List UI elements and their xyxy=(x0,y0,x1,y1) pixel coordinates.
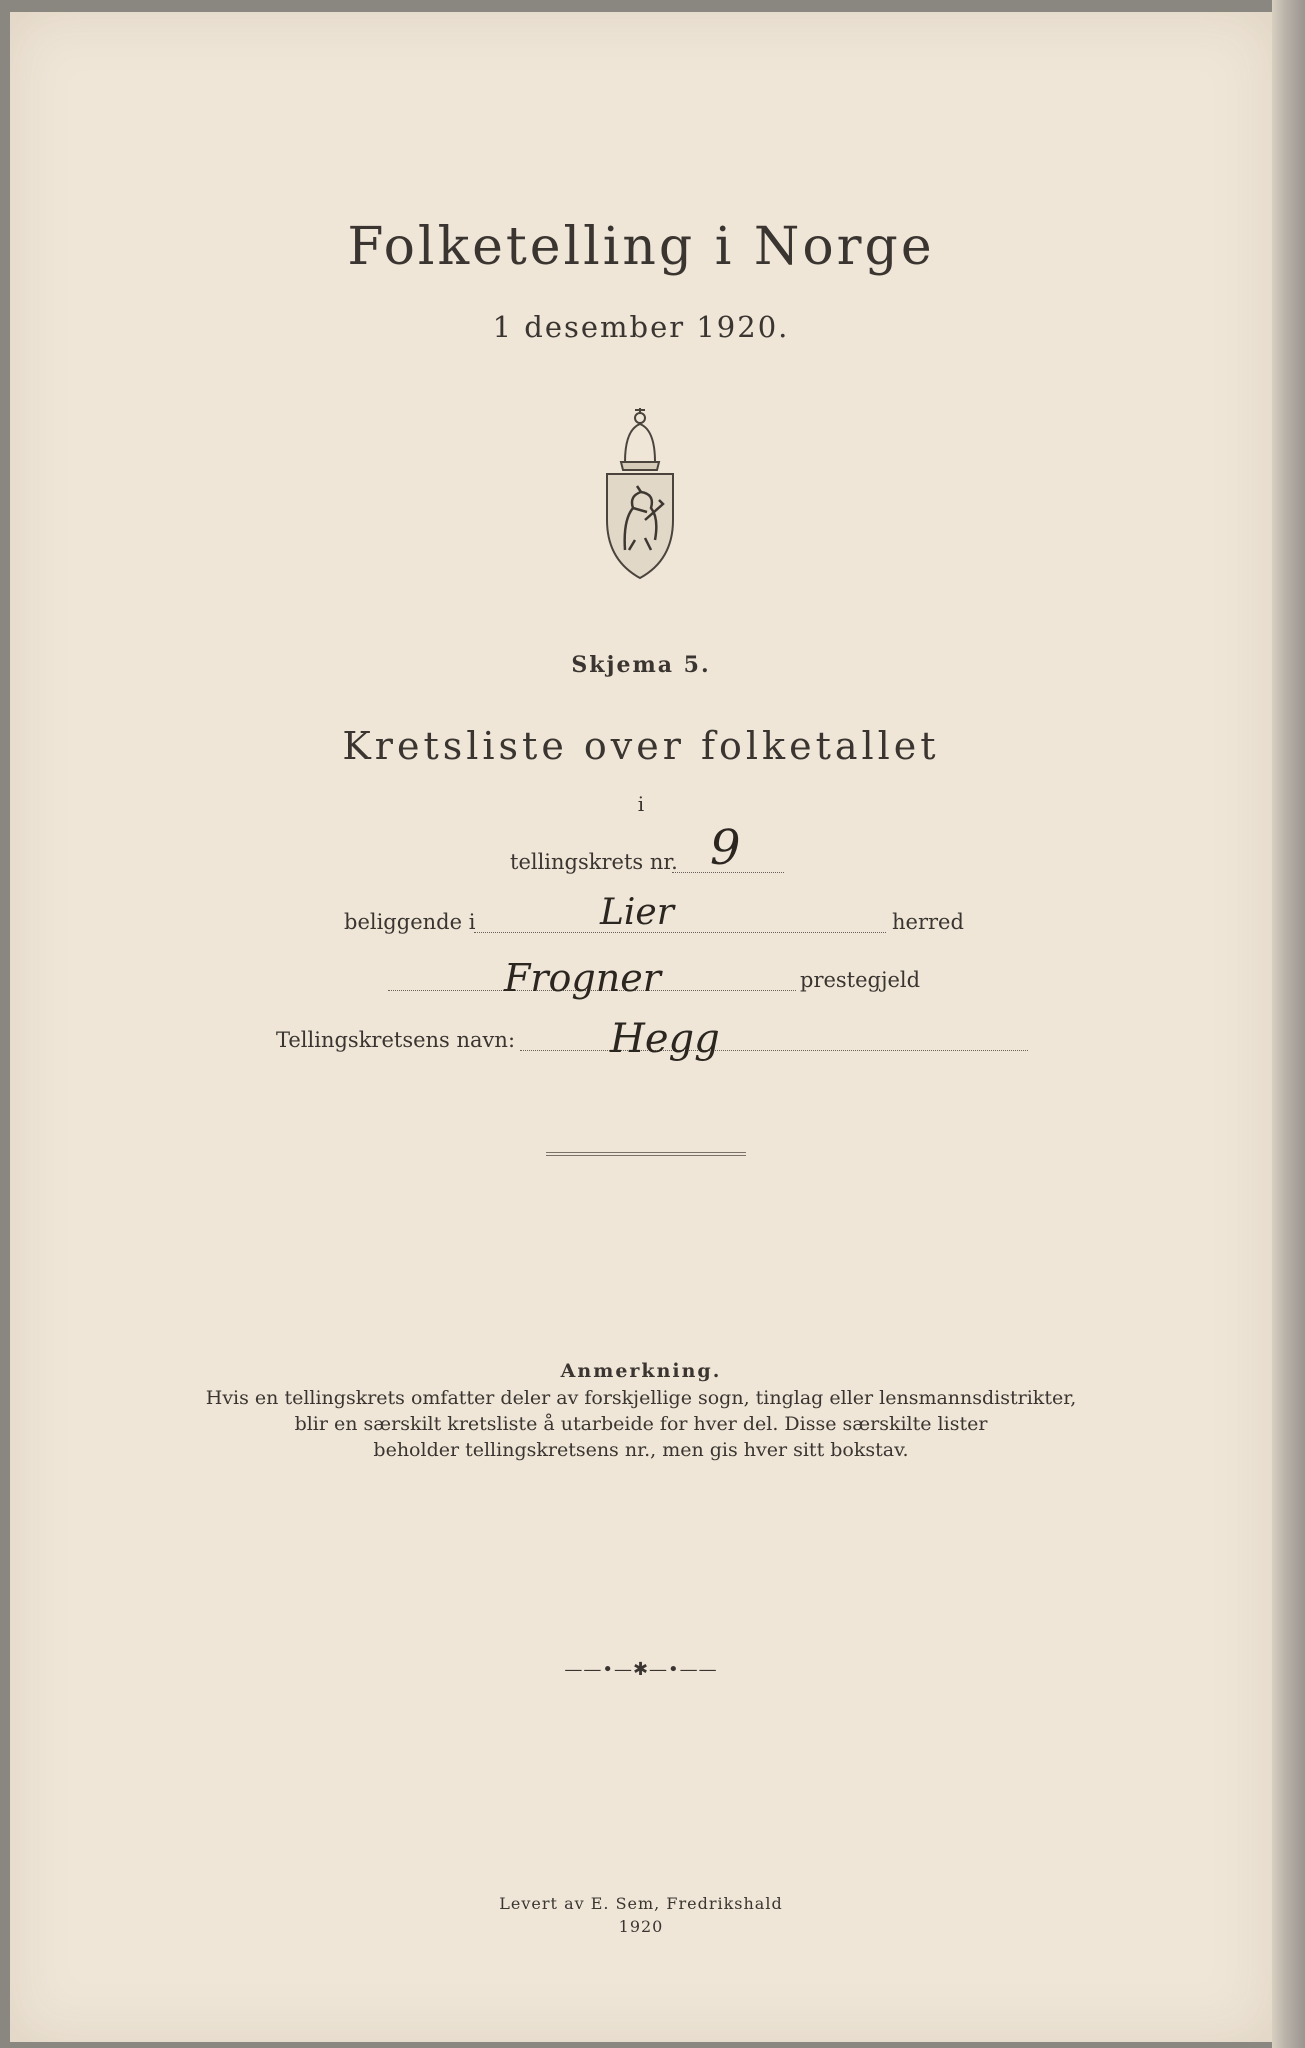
located-value: Lier xyxy=(600,892,674,933)
connector-word: i xyxy=(637,792,645,816)
printer-credit: Levert av E. Sem, Fredrikshald xyxy=(499,1894,783,1913)
note-line-3: beholder tellingskretsens nr., men gis hver sitt bokstav. xyxy=(373,1439,909,1461)
census-date: 1 desember 1920. xyxy=(492,310,790,344)
district-name-label: Tellingskretsens navn: xyxy=(276,1028,516,1052)
located-label: beliggende i xyxy=(344,910,476,934)
document-title: Folketelling i Norge xyxy=(347,217,935,277)
print-year: 1920 xyxy=(618,1917,664,1936)
divider-rule xyxy=(546,1152,746,1156)
schema-number: Skjema 5. xyxy=(571,652,711,678)
note-line-1: Hvis en tellingskrets omfatter deler av forskjellige sogn, tinglag eller lensmannsdistrikter, xyxy=(205,1387,1077,1409)
norwegian-coat-of-arms-icon xyxy=(585,400,695,585)
district-number-value: 9 xyxy=(710,820,741,876)
located-line xyxy=(474,932,886,933)
ornament-divider: ——•—✱—•—— xyxy=(564,1659,718,1680)
document-page xyxy=(10,12,1272,2042)
page-edge xyxy=(1272,0,1305,2048)
form-heading: Kretsliste over folketallet xyxy=(342,724,940,768)
district-name-line xyxy=(520,1050,1028,1051)
parish-label: prestegjeld xyxy=(800,968,921,992)
district-number-label: tellingskrets nr. xyxy=(510,850,678,874)
note-heading: Anmerkning. xyxy=(560,1360,722,1382)
parish-value: Frogner xyxy=(504,956,661,1000)
district-name-value: Hegg xyxy=(610,1016,720,1062)
note-line-2: blir en særskilt kretsliste å utarbeide for hver del. Disse særskilte lister xyxy=(294,1413,988,1435)
herred-label: herred xyxy=(892,910,964,934)
